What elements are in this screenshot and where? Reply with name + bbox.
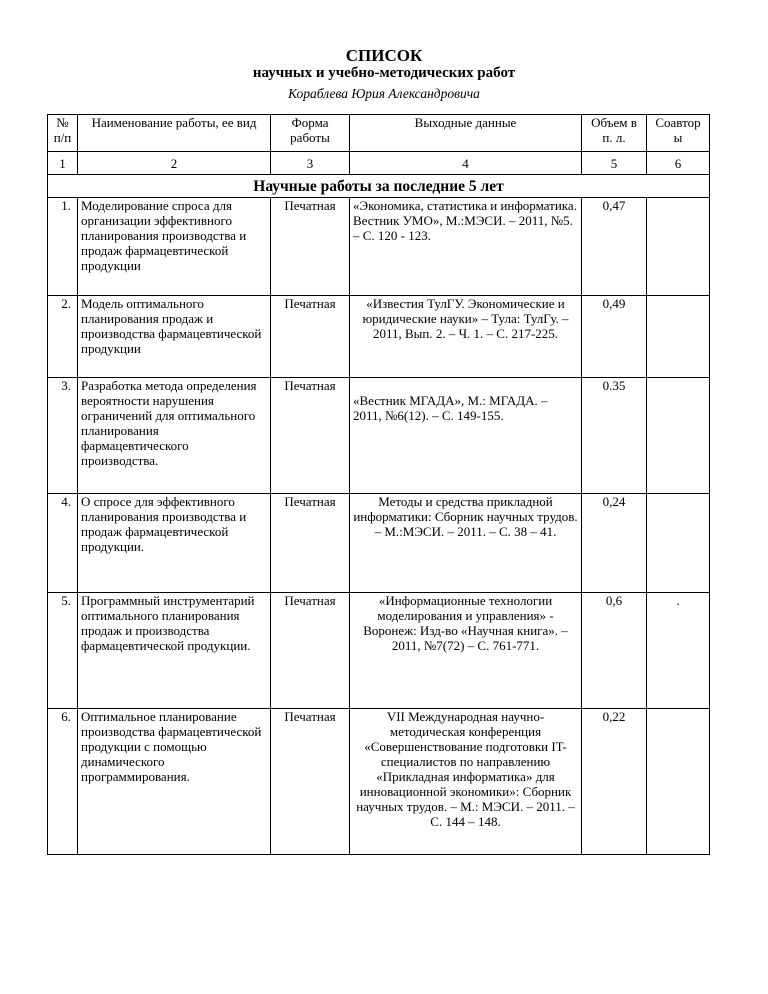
work-volume: 0,6 bbox=[582, 593, 647, 709]
work-form: Печатная bbox=[271, 709, 350, 855]
row-number: 3. bbox=[48, 378, 78, 494]
work-name: Моделирование спроса для организации эффективного планирования производства и продаж фармацевтической продукции bbox=[78, 198, 271, 296]
work-volume: 0,22 bbox=[582, 709, 647, 855]
work-output: Методы и средства прикладной информатики: Сборник научных трудов. – М.:МЭСИ. – 2011. – С. 38 – 41. bbox=[350, 494, 582, 593]
header-output: Выходные данные bbox=[350, 115, 582, 152]
header-num: № п/п bbox=[48, 115, 78, 152]
work-volume: 0.35 bbox=[582, 378, 647, 494]
column-number: 3 bbox=[271, 152, 350, 175]
column-number: 4 bbox=[350, 152, 582, 175]
header-volume: Объем в п. л. bbox=[582, 115, 647, 152]
column-number: 1 bbox=[48, 152, 78, 175]
author-name: Кораблева Юрия Александровича bbox=[288, 86, 480, 101]
document-title: СПИСОК bbox=[345, 46, 423, 65]
work-volume: 0,24 bbox=[582, 494, 647, 593]
work-form: Печатная bbox=[271, 494, 350, 593]
header-coauthors: Соавтор ы bbox=[647, 115, 710, 152]
section-row bbox=[48, 175, 710, 198]
work-name: Модель оптимального планирования продаж и производства фармацевтической продукции bbox=[78, 296, 271, 378]
table-row bbox=[48, 709, 710, 855]
work-volume: 0,49 bbox=[582, 296, 647, 378]
work-coauthors bbox=[647, 494, 710, 593]
work-name: Разработка метода определения вероятности нарушения ограничений для оптимального планирования фармацевтического производства. bbox=[78, 378, 271, 494]
section-title: Научные работы за последние 5 лет bbox=[48, 175, 710, 198]
work-form: Печатная bbox=[271, 378, 350, 494]
table-row bbox=[48, 296, 710, 378]
work-name: Оптимальное планирование производства фармацевтической продукции с помощью динамического программирования. bbox=[78, 709, 271, 855]
table-header-row bbox=[48, 115, 710, 152]
work-output: VII Международная научно-методическая конференция «Совершенствование подготовки IT-специалистов по направлению «Прикладная информатика» для инновационной экономики»: Сборник научных трудов. – М.: МЭСИ. – 2011. – С. 144 – 148. bbox=[350, 709, 582, 855]
work-form: Печатная bbox=[271, 296, 350, 378]
column-number: 6 bbox=[647, 152, 710, 175]
header-name: Наименование работы, ее вид bbox=[78, 115, 271, 152]
row-number: 6. bbox=[48, 709, 78, 855]
work-output-cell bbox=[350, 378, 582, 494]
row-number: 5. bbox=[48, 593, 78, 709]
table-row bbox=[48, 593, 710, 709]
work-name: Программный инструментарий оптимального планирования продаж и производства фармацевтической продукции. bbox=[78, 593, 271, 709]
table-row bbox=[48, 494, 710, 593]
work-coauthors bbox=[647, 296, 710, 378]
row-number: 1. bbox=[48, 198, 78, 296]
column-number: 5 bbox=[582, 152, 647, 175]
header-form: Форма работы bbox=[271, 115, 350, 152]
table-row bbox=[48, 378, 710, 494]
work-coauthors bbox=[647, 709, 710, 855]
work-output: «Экономика, статистика и информатика. Вестник УМО», М.:МЭСИ. – 2011, №5. – С. 120 - 123. bbox=[350, 198, 582, 296]
work-name: О спросе для эффективного планирования производства и продаж фармацевтической продукции. bbox=[78, 494, 271, 593]
work-output: «Информационные технологии моделирования и управления» - Воронеж: Изд-во «Научная книга». – 2011, №7(72) – С. 761-771. bbox=[350, 593, 582, 709]
work-volume: 0,47 bbox=[582, 198, 647, 296]
work-form: Печатная bbox=[271, 593, 350, 709]
table-row bbox=[48, 198, 710, 296]
row-number: 4. bbox=[48, 494, 78, 593]
work-output: «Вестник МГАДА», М.: МГАДА. – 2011, №6(12). – С. 149-155. bbox=[353, 393, 548, 423]
work-coauthors bbox=[647, 378, 710, 494]
work-output: «Известия ТулГУ. Экономические и юридические науки» – Тула: ТулГу. – 2011, Вып. 2. – Ч. 1. – С. 217-225. bbox=[350, 296, 582, 378]
work-coauthors bbox=[647, 198, 710, 296]
column-number: 2 bbox=[78, 152, 271, 175]
work-form: Печатная bbox=[271, 198, 350, 296]
document-subtitle: научных и учебно-методических работ bbox=[252, 65, 516, 81]
work-coauthors: . bbox=[647, 593, 710, 709]
publications-table bbox=[47, 114, 710, 855]
column-number-row bbox=[48, 152, 710, 175]
row-number: 2. bbox=[48, 296, 78, 378]
